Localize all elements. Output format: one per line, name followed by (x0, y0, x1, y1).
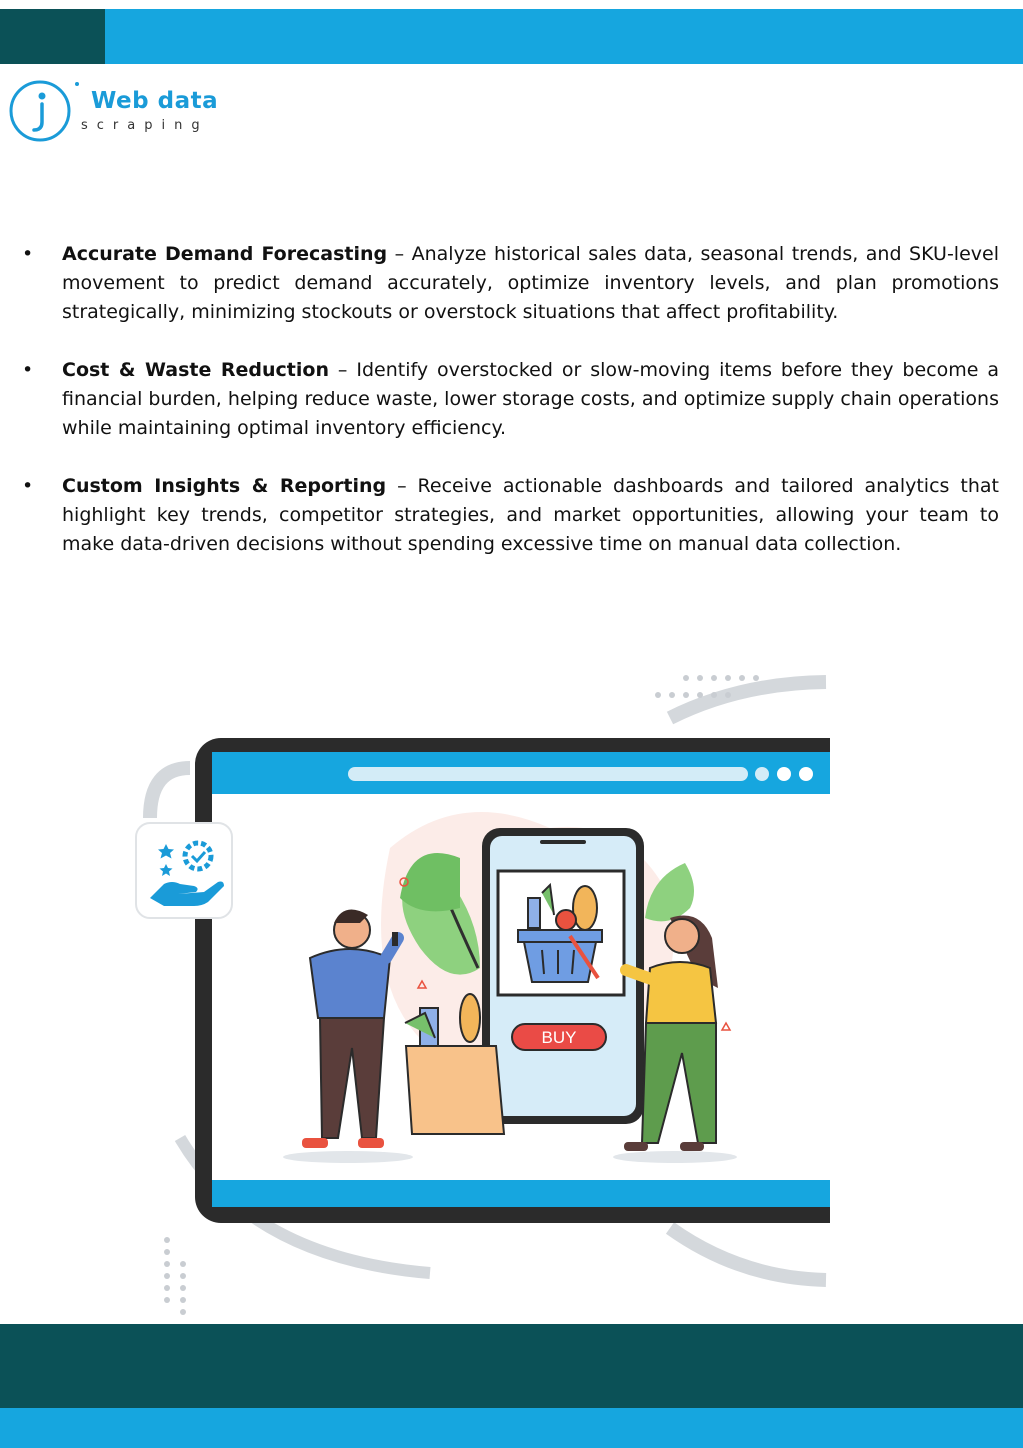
bullet-text: Receive actionable dashboards and tailored analytics that highlight key trends, competitor strategies, and market opportunities, allowing your team to make data-driven decisions without spending excessive time on manual data collection. (62, 475, 999, 555)
bullet-separator: – (387, 243, 412, 265)
logo-brand-text: Web data (91, 88, 219, 114)
bullet-text: Identify overstocked or slow-moving items before they become a financial burden, helping reduce waste, lower storage costs, and optimize supply chain operations while maintaining optimal inventory efficiency. (62, 359, 999, 439)
company-logo (9, 76, 239, 146)
bullet-dot: • (22, 475, 34, 497)
decor-arc-icon (670, 1228, 826, 1280)
browser-bottom-bar (212, 1180, 830, 1207)
footer-dark-band (0, 1324, 1023, 1408)
grocery-shopping-illustration (130, 668, 830, 1318)
feature-bullet-list (22, 240, 999, 588)
bullet-title: Cost & Waste Reduction (62, 359, 329, 381)
bullet-item-demand-forecasting (22, 240, 999, 327)
bullet-dot: • (22, 243, 34, 265)
buy-button-label: BUY (541, 1028, 577, 1047)
logo-emblem-icon (9, 76, 79, 146)
top-header-bar (0, 9, 1023, 64)
logo-tagline-text: scraping (81, 118, 209, 133)
bullet-item-cost-waste (22, 356, 999, 443)
browser-address-bar (348, 767, 748, 781)
bullet-title: Custom Insights & Reporting (62, 475, 387, 497)
bullet-item-custom-insights (22, 472, 999, 559)
decor-arc-icon (670, 682, 826, 718)
footer-blue-band (0, 1408, 1023, 1448)
top-header-dark-block (0, 9, 105, 64)
bullet-text: Analyze historical sales data, seasonal trends, and SKU-level movement to predict demand accurately, optimize inventory levels, and plan promotions strategically, minimizing stockouts or overstock situations that affect profitability. (62, 243, 999, 323)
bullet-title: Accurate Demand Forecasting (62, 243, 388, 265)
bullet-separator: – (328, 359, 357, 381)
bullet-dot: • (22, 359, 34, 381)
bullet-separator: – (386, 475, 418, 497)
